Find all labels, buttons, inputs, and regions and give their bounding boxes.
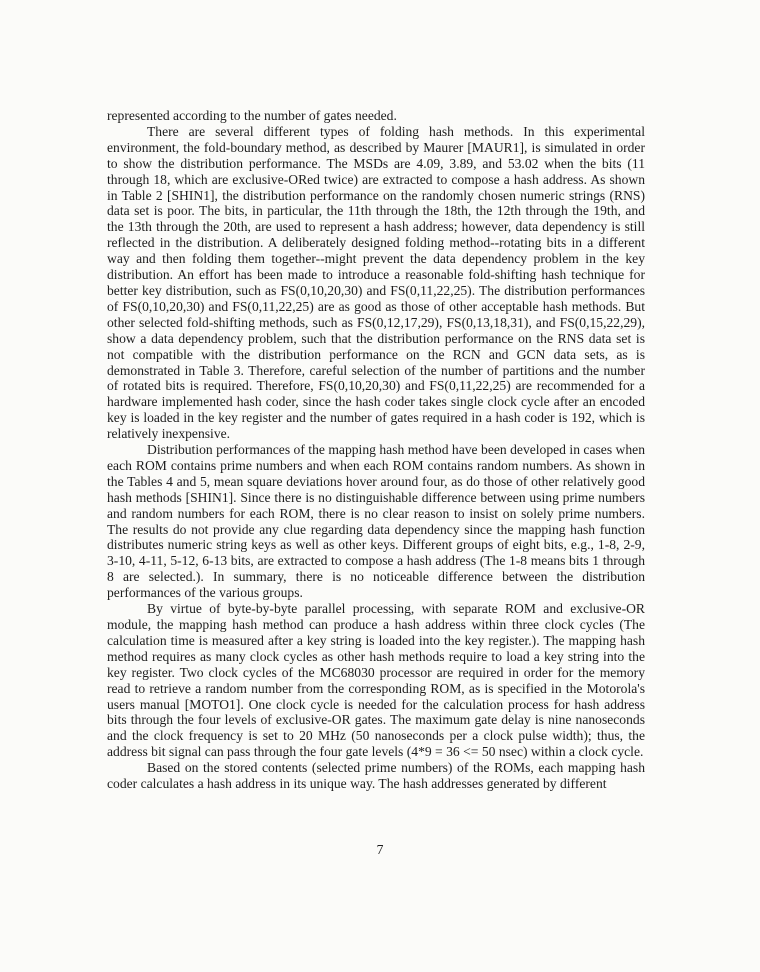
paragraph-mapping-distribution: Distribution performances of the mapping hash method have been developed in cases when each ROM contains prime numbers and when each ROM contains random numbers. As shown in the Tables 4 and 5, mean square deviations hover around four, as do those of other relatively good hash methods [SHIN1]. Since there is no distinguishable difference between using prime numbers and random numbers for each ROM, there is no clear reason to insist on solely prime numbers. The results do not provide any clue regarding data dependency since the mapping hash function distributes numeric string keys as well as other keys. Different groups of eight bits, e.g., 1-8, 2-9, 3-10, 4-11, 5-12, 6-13 bits, are extracted to compose a hash address (The 1-8 means bits 1 through 8 are selected.). In summary, there is no noticeable difference between the distribution performances of the various groups.	[107, 442, 645, 601]
paragraph-parallel-processing: By virtue of byte-by-byte parallel processing, with separate ROM and exclusive-OR module, the mapping hash method can produce a hash address within three clock cycles (The calculation time is measured after a key string is loaded into the key register.). The mapping hash method requires as many clock cycles as other hash methods require to load a key string into the key register. Two clock cycles of the MC68030 processor are required in order for the memory read to retrieve a random number from the corresponding ROM, as is specified in the Motorola's users manual [MOTO1]. One clock cycle is needed for the calculation process for hash address bits through the four levels of exclusive-OR gates. The maximum gate delay is nine nanoseconds and the clock frequency is set to 20 MHz (50 nanoseconds per a clock pulse width); thus, the address bit signal can pass through the four gate levels (4*9 = 36 <= 50 nsec) within a clock cycle.	[107, 601, 645, 760]
page-number: 7	[376, 842, 384, 857]
paragraph-stored-contents: Based on the stored contents (selected prime numbers) of the ROMs, each mapping hash coder calculates a hash address in its unique way. The hash addresses generated by different	[107, 760, 645, 792]
paragraph-folding-hash: There are several different types of folding hash methods. In this experimental environment, the fold-boundary method, as described by Maurer [MAUR1], is simulated in order to show the distribution performance. The MSDs are 4.09, 3.89, and 53.02 when the bits (11 through 18, which are exclusive-ORed twice) are extracted to compose a hash address. As shown in Table 2 [SHIN1], the distribution performance on the randomly chosen numeric strings (RNS) data set is poor. The bits, in particular, the 11th through the 18th, the 12th through the 19th, and the 13th through the 20th, are used to represent a hash address; however, data dependency is still reflected in the distribution. A deliberately designed folding method--rotating bits in a different way and then folding them together--might prevent the data dependency problem in the key distribution. An effort has been made to introduce a reasonable fold-shifting hash technique for better key distribution, such as FS(0,10,20,30) and FS(0,11,22,25). The distribution performances of FS(0,10,20,30) and FS(0,11,22,25) are as good as those of other acceptable hash methods. But other selected fold-shifting methods, such as FS(0,12,17,29), FS(0,13,18,31), and FS(0,15,22,29), show a data dependency problem, such that the distribution performance on the RNS data set is not compatible with the distribution performance on the RCN and GCN data sets, as is demonstrated in Table 3. Therefore, careful selection of the number of partitions and the number of rotated bits is required. Therefore, FS(0,10,20,30) and FS(0,11,22,25) are recommended for a hardware implemented hash coder, since the hash coder takes single clock cycle after an encoded key is loaded in the key register and the number of gates required in a hash coder is 192, which is relatively inexpensive.	[107, 123, 645, 442]
paragraph-continuation: represented according to the number of gates needed.	[107, 108, 397, 123]
body-text	[107, 108, 645, 792]
